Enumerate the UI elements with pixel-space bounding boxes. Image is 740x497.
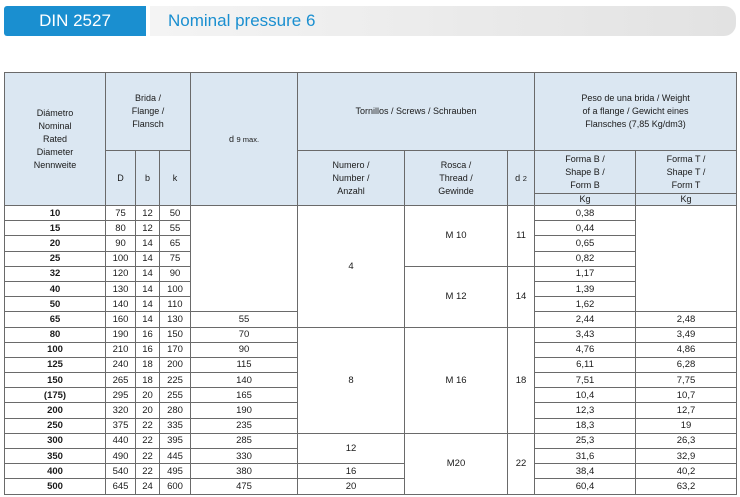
cell-weight-b: 38,4 [535, 464, 636, 479]
cell-D: 90 [106, 236, 136, 251]
cell-weight-t: 19 [636, 418, 737, 433]
cell-d9: 55 [191, 312, 298, 327]
cell-D: 240 [106, 357, 136, 372]
header-b: b [136, 151, 160, 206]
cell-d9: 330 [191, 449, 298, 464]
cell-dn: 125 [5, 357, 106, 372]
cell-k: 495 [160, 464, 191, 479]
cell-D: 320 [106, 403, 136, 418]
cell-b: 24 [136, 479, 160, 494]
header-kg-b: Kg [535, 194, 636, 206]
table-row [5, 206, 737, 221]
cell-k: 90 [160, 266, 191, 281]
cell-d9: 140 [191, 373, 298, 388]
cell-dn: (175) [5, 388, 106, 403]
cell-b: 14 [136, 266, 160, 281]
cell-b: 12 [136, 206, 160, 221]
cell-weight-b: 0,65 [535, 236, 636, 251]
cell-D: 120 [106, 266, 136, 281]
cell-num-group: 12 [298, 433, 405, 463]
flange-table [4, 72, 737, 495]
cell-thread-group: M20 [405, 433, 508, 494]
cell-weight-b: 0,44 [535, 221, 636, 236]
cell-weight-t: 3,49 [636, 327, 737, 342]
cell-dn: 40 [5, 281, 106, 296]
cell-dn: 65 [5, 312, 106, 327]
cell-k: 110 [160, 297, 191, 312]
cell-weight-b: 1,62 [535, 297, 636, 312]
page-header [4, 6, 736, 36]
cell-weight-t: 12,7 [636, 403, 737, 418]
cell-k: 335 [160, 418, 191, 433]
cell-d9-empty [191, 206, 298, 312]
cell-d9: 70 [191, 327, 298, 342]
cell-d9: 235 [191, 418, 298, 433]
cell-k: 75 [160, 251, 191, 266]
table-row [5, 464, 737, 479]
cell-weight-b: 10,4 [535, 388, 636, 403]
cell-D: 190 [106, 327, 136, 342]
cell-k: 200 [160, 357, 191, 372]
cell-weight-b: 2,44 [535, 312, 636, 327]
cell-D: 265 [106, 373, 136, 388]
header-rosca: Rosca / Thread / Gewinde [405, 151, 508, 206]
cell-D: 490 [106, 449, 136, 464]
cell-d9: 380 [191, 464, 298, 479]
cell-weight-b: 18,3 [535, 418, 636, 433]
cell-weight-t: 26,3 [636, 433, 737, 448]
cell-D: 645 [106, 479, 136, 494]
title-bar [150, 6, 736, 36]
cell-k: 445 [160, 449, 191, 464]
cell-d9: 475 [191, 479, 298, 494]
cell-weight-t: 63,2 [636, 479, 737, 494]
cell-b: 22 [136, 433, 160, 448]
header-d9: d 9 max. [191, 73, 298, 206]
cell-k: 395 [160, 433, 191, 448]
cell-k: 255 [160, 388, 191, 403]
cell-d9: 90 [191, 342, 298, 357]
cell-b: 14 [136, 297, 160, 312]
cell-b: 18 [136, 373, 160, 388]
cell-dn: 15 [5, 221, 106, 236]
cell-weight-b: 0,38 [535, 206, 636, 221]
cell-weight-t: 10,7 [636, 388, 737, 403]
cell-b: 12 [136, 221, 160, 236]
cell-dn: 10 [5, 206, 106, 221]
cell-weight-b: 4,76 [535, 342, 636, 357]
cell-weight-b: 1,17 [535, 266, 636, 281]
header-weight: Peso de una brida / Weight of a flange / Gewicht eines Flansches (7,85 Kg/dm3) [535, 73, 737, 151]
cell-d9: 115 [191, 357, 298, 372]
cell-D: 375 [106, 418, 136, 433]
cell-b: 14 [136, 236, 160, 251]
cell-d9: 285 [191, 433, 298, 448]
cell-D: 80 [106, 221, 136, 236]
cell-D: 440 [106, 433, 136, 448]
cell-thread-group: M 12 [405, 266, 508, 327]
cell-k: 65 [160, 236, 191, 251]
cell-k: 600 [160, 479, 191, 494]
cell-D: 100 [106, 251, 136, 266]
header-screws: Tornillos / Screws / Schrauben [298, 73, 535, 151]
cell-weight-t-empty [636, 206, 737, 312]
cell-weight-b: 1,39 [535, 281, 636, 296]
cell-b: 22 [136, 464, 160, 479]
cell-weight-t: 4,86 [636, 342, 737, 357]
cell-dn: 500 [5, 479, 106, 494]
cell-b: 14 [136, 251, 160, 266]
cell-dn: 20 [5, 236, 106, 251]
cell-weight-b: 60,4 [535, 479, 636, 494]
cell-dn: 50 [5, 297, 106, 312]
cell-b: 16 [136, 342, 160, 357]
header-k: k [160, 151, 191, 206]
cell-b: 16 [136, 327, 160, 342]
cell-weight-t: 32,9 [636, 449, 737, 464]
cell-num: 20 [298, 479, 405, 494]
header-formaT: Forma T / Shape T / Form T [636, 151, 737, 194]
cell-dn: 350 [5, 449, 106, 464]
cell-thread-group: M 10 [405, 206, 508, 267]
cell-k: 130 [160, 312, 191, 327]
cell-k: 50 [160, 206, 191, 221]
cell-dn: 80 [5, 327, 106, 342]
header-numero: Numero / Number / Anzahl [298, 151, 405, 206]
cell-weight-t: 7,75 [636, 373, 737, 388]
cell-d2-group: 11 [508, 206, 535, 267]
cell-D: 130 [106, 281, 136, 296]
cell-dn: 250 [5, 418, 106, 433]
table-row [5, 327, 737, 342]
cell-k: 170 [160, 342, 191, 357]
cell-k: 55 [160, 221, 191, 236]
cell-weight-b: 0,82 [535, 251, 636, 266]
table-row [5, 433, 737, 448]
cell-dn: 200 [5, 403, 106, 418]
cell-d9: 190 [191, 403, 298, 418]
cell-dn: 150 [5, 373, 106, 388]
cell-weight-t: 6,28 [636, 357, 737, 372]
cell-b: 14 [136, 281, 160, 296]
header-d2: d 2 [508, 151, 535, 206]
standard-tag: DIN 2527 [4, 6, 146, 36]
cell-d2-group: 14 [508, 266, 535, 327]
cell-D: 75 [106, 206, 136, 221]
cell-d9: 165 [191, 388, 298, 403]
cell-k: 225 [160, 373, 191, 388]
cell-D: 540 [106, 464, 136, 479]
cell-D: 140 [106, 297, 136, 312]
cell-b: 14 [136, 312, 160, 327]
header-flange: Brida / Flange / Flansch [106, 73, 191, 151]
cell-b: 20 [136, 403, 160, 418]
cell-D: 295 [106, 388, 136, 403]
cell-b: 18 [136, 357, 160, 372]
cell-weight-b: 3,43 [535, 327, 636, 342]
cell-k: 280 [160, 403, 191, 418]
cell-k: 100 [160, 281, 191, 296]
cell-dn: 25 [5, 251, 106, 266]
cell-weight-b: 31,6 [535, 449, 636, 464]
header-formaB: Forma B / Shape B / Form B [535, 151, 636, 194]
cell-d2-group: 18 [508, 327, 535, 433]
cell-dn: 400 [5, 464, 106, 479]
cell-num-group: 4 [298, 206, 405, 328]
cell-dn: 32 [5, 266, 106, 281]
cell-d2-group: 22 [508, 433, 535, 494]
cell-weight-t: 40,2 [636, 464, 737, 479]
cell-weight-t: 2,48 [636, 312, 737, 327]
header-kg-t: Kg [636, 194, 737, 206]
header-D: D [106, 151, 136, 206]
cell-weight-b: 12,3 [535, 403, 636, 418]
cell-dn: 100 [5, 342, 106, 357]
cell-D: 160 [106, 312, 136, 327]
cell-weight-b: 25,3 [535, 433, 636, 448]
cell-num-group: 8 [298, 327, 405, 433]
page-title: Nominal pressure 6 [168, 11, 316, 30]
cell-thread-group: M 16 [405, 327, 508, 433]
cell-num: 16 [298, 464, 405, 479]
cell-b: 20 [136, 388, 160, 403]
cell-dn: 300 [5, 433, 106, 448]
cell-b: 22 [136, 449, 160, 464]
cell-k: 150 [160, 327, 191, 342]
header-dn: Diámetro Nominal Rated Diameter Nennweite [5, 73, 106, 206]
cell-weight-b: 6,11 [535, 357, 636, 372]
cell-D: 210 [106, 342, 136, 357]
table-row [5, 479, 737, 494]
cell-weight-b: 7,51 [535, 373, 636, 388]
cell-b: 22 [136, 418, 160, 433]
